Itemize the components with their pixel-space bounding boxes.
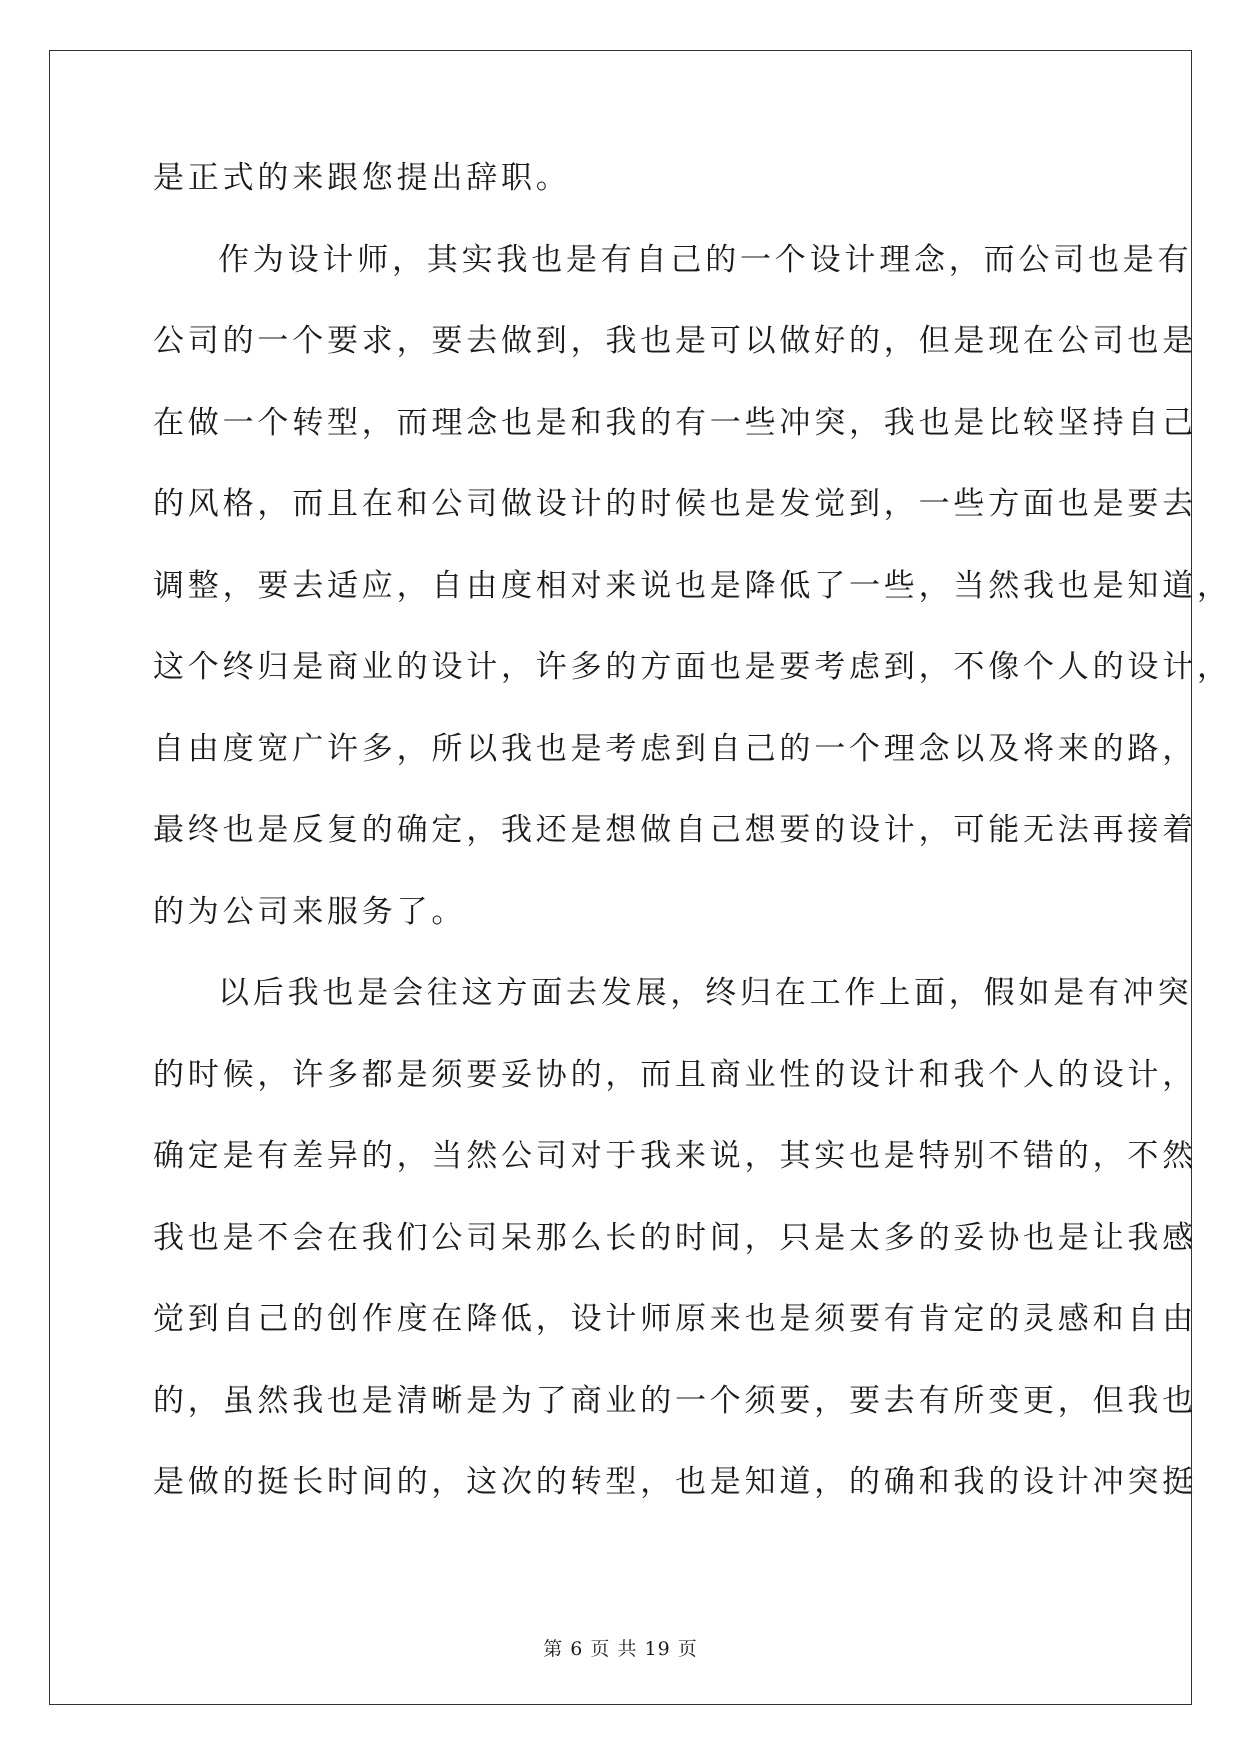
text-line: 自由度宽广许多，所以我也是考虑到自己的一个理念以及将来的路， — [153, 730, 1197, 767]
text-line: 是做的挺长时间的，这次的转型，也是知道，的确和我的设计冲突挺 — [153, 1464, 1197, 1500]
text-line: 以后我也是会往这方面去发展，终归在工作上面，假如是有冲突 — [218, 975, 1193, 1011]
text-line: 的为公司来服务了。 — [153, 893, 467, 930]
text-line: 是正式的来跟您提出辞职。 — [153, 160, 571, 196]
text-line: 确定是有差异的，当然公司对于我来说，其实也是特别不错的，不然 — [153, 1138, 1197, 1174]
text-line: 的，虽然我也是清晰是为了商业的一个须要，要去有所变更，但我也 — [153, 1382, 1197, 1419]
body-text — [153, 160, 1232, 1549]
text-line: 这个终归是商业的设计，许多的方面也是要考虑到，不像个人的设计， — [153, 649, 1232, 685]
text-line: 的风格，而且在和公司做设计的时候也是发觉到，一些方面也是要去 — [153, 486, 1197, 522]
text-line: 调整，要去适应，自由度相对来说也是降低了一些，当然我也是知道， — [153, 567, 1232, 604]
text-line: 公司的一个要求，要去做到，我也是可以做好的，但是现在公司也是 — [153, 323, 1197, 359]
text-line: 觉到自己的创作度在降低，设计师原来也是须要有肯定的灵感和自由 — [153, 1301, 1197, 1337]
text-line: 在做一个转型，而理念也是和我的有一些冲突，我也是比较坚持自己 — [153, 404, 1197, 441]
text-line: 我也是不会在我们公司呆那么长的时间，只是太多的妥协也是让我感 — [153, 1219, 1197, 1256]
page-number-footer: 第 6 页 共 19 页 — [543, 1638, 698, 1660]
text-line: 最终也是反复的确定，我还是想做自己想要的设计，可能无法再接着 — [153, 812, 1197, 848]
text-line: 的时候，许多都是须要妥协的，而且商业性的设计和我个人的设计， — [153, 1056, 1197, 1093]
text-line: 作为设计师，其实我也是有自己的一个设计理念，而公司也是有 — [218, 241, 1193, 278]
